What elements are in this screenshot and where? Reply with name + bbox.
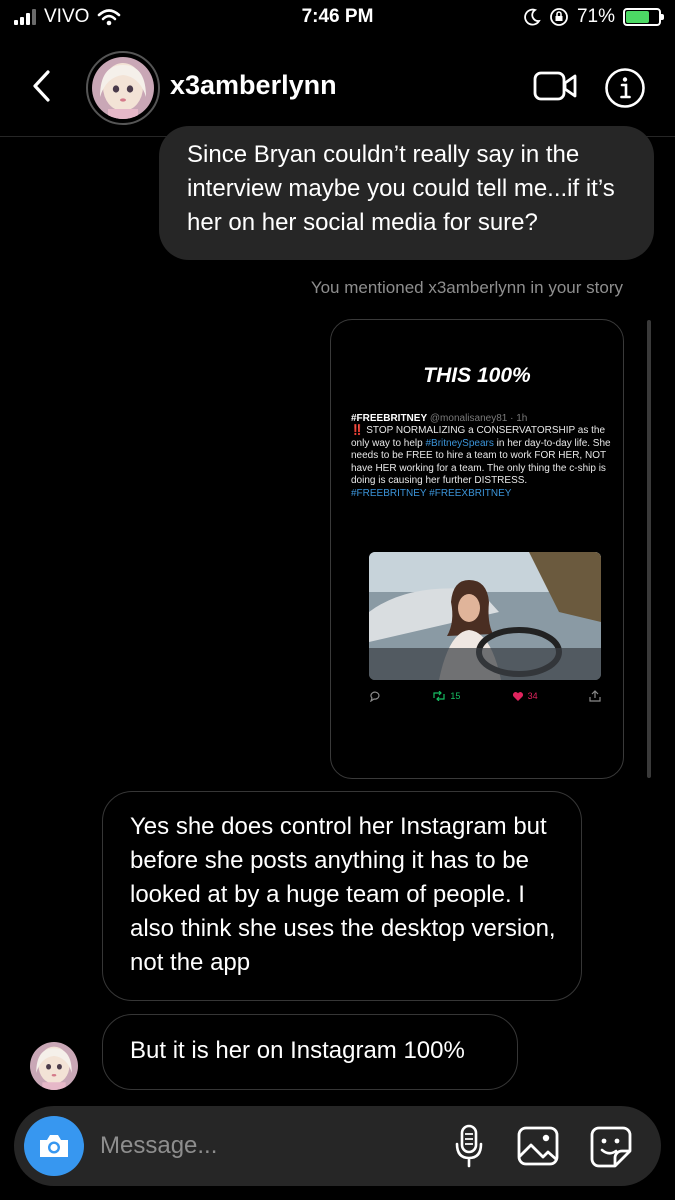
header-username[interactable]: x3amberlynn xyxy=(170,70,337,100)
status-bar xyxy=(0,0,675,40)
share-icon xyxy=(589,690,601,702)
retweet-number: 15 xyxy=(450,691,461,701)
message-composer xyxy=(14,1106,661,1186)
incoming-message[interactable]: But it is her on Instagram 100% xyxy=(102,1014,518,1090)
header-avatar[interactable] xyxy=(86,51,160,125)
tweet-header xyxy=(351,412,611,425)
camera-button[interactable] xyxy=(24,1116,84,1176)
tweet-photo xyxy=(369,552,601,680)
incoming-message[interactable]: Yes she does control her Instagram but before she posts anything it has to be looked at by a huge team of people. I also think she uses the desktop version, not the app xyxy=(102,791,582,1001)
video-camera-icon[interactable] xyxy=(532,68,578,104)
outgoing-message[interactable]: Since Bryan couldn’t really say in the interview maybe you could tell me...if it’s her on her social media for sure? xyxy=(159,126,654,260)
tweet-hashtags: #FREEBRITNEY #FREEXBRITNEY xyxy=(351,487,512,499)
chat-header xyxy=(0,40,675,137)
tweet-handle: @monalisaney81 · 1h xyxy=(429,413,528,424)
battery-percent: 71% xyxy=(576,6,615,27)
tweet-actions xyxy=(369,688,601,704)
story-preview[interactable] xyxy=(330,319,624,779)
info-icon[interactable] xyxy=(604,67,646,109)
message-input[interactable] xyxy=(100,1128,430,1164)
gallery-icon[interactable] xyxy=(516,1125,560,1167)
moon-icon xyxy=(523,8,541,26)
status-right xyxy=(523,6,661,28)
tweet-tag: #FREEBRITNEY xyxy=(351,413,428,424)
back-chevron-icon[interactable] xyxy=(28,68,56,104)
camera-icon xyxy=(37,1132,71,1160)
tweet-text xyxy=(351,425,611,501)
retweet-icon xyxy=(432,691,446,701)
story-mention-note: You mentioned x3amberlynn in your story xyxy=(310,278,623,297)
sticker-icon[interactable] xyxy=(589,1125,633,1169)
heart-icon xyxy=(512,691,524,702)
like-number: 34 xyxy=(527,691,538,701)
retweet-count xyxy=(432,691,460,701)
orientation-lock-icon xyxy=(549,7,569,27)
battery-fill xyxy=(626,11,649,23)
story-headline: THIS 100% xyxy=(423,364,531,387)
sender-avatar[interactable] xyxy=(30,1042,78,1090)
scrollbar[interactable] xyxy=(647,320,651,778)
avatar xyxy=(92,57,154,119)
tweet-body-1: STOP NORMALIZING a CONSERVATORSHIP as the only way to help xyxy=(351,425,606,449)
like-count xyxy=(512,691,538,702)
tweet-body-2: in her day-to-day life. She needs to be FREE to hire a team to work FOR HER, NOT have HER working for a team. The only thing the c-ship is doing is causing her further DISTRESS. xyxy=(351,437,611,487)
microphone-icon[interactable] xyxy=(454,1124,484,1168)
reply-icon xyxy=(369,690,381,702)
status-time: 7:46 PM xyxy=(301,6,374,27)
tweet-link-1: #BritneySpears xyxy=(425,437,494,449)
tweet-alarm: ‼️ xyxy=(351,425,364,436)
tweet-card xyxy=(351,412,611,501)
carrier-label: VIVO xyxy=(44,6,90,27)
battery-icon xyxy=(623,8,661,26)
